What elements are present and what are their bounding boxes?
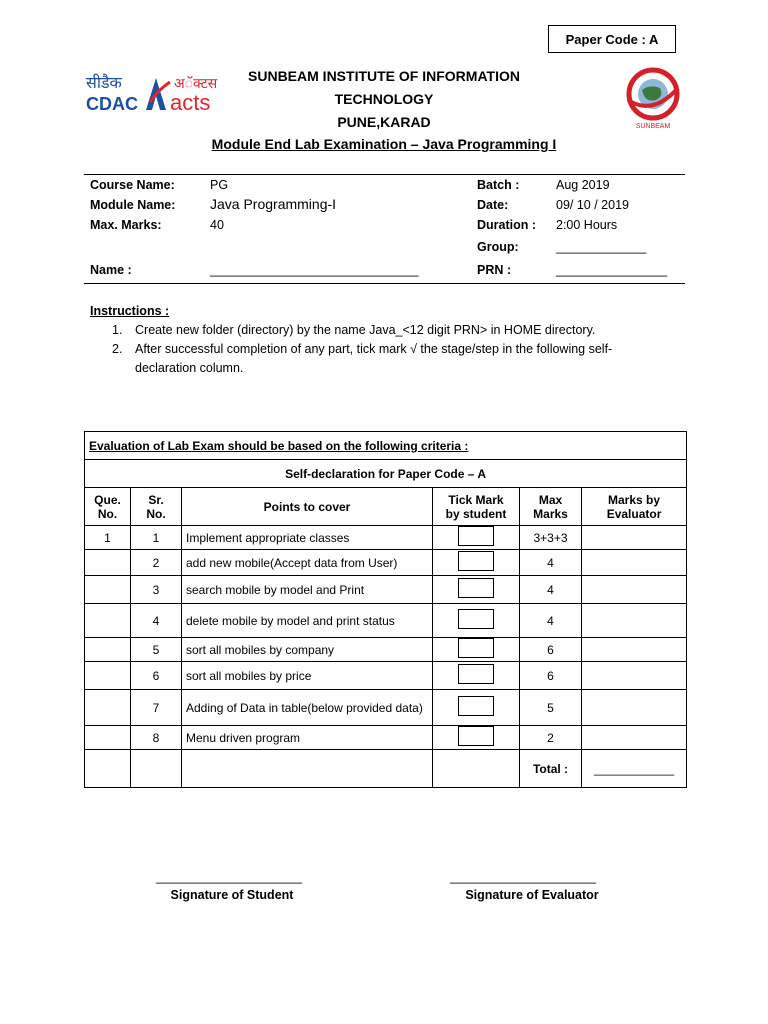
tick-checkbox[interactable]: [458, 609, 494, 629]
paper-code-box: Paper Code : A: [548, 25, 676, 53]
tick-cell: [433, 662, 520, 690]
table-row: [85, 550, 687, 576]
header-marks-evaluator: Marks by Evaluator: [582, 488, 687, 526]
que-cell: [85, 576, 131, 604]
que-cell: [85, 604, 131, 638]
tick-checkbox[interactable]: [458, 664, 494, 684]
que-cell: [85, 550, 131, 576]
table-row: [85, 576, 687, 604]
sr-cell: 1: [131, 526, 182, 550]
empty-cell: [182, 750, 433, 788]
max-marks-cell: 5: [520, 690, 582, 726]
logo-hindi-acts: अॅक्टस: [174, 76, 218, 92]
max-marks-cell: 4: [520, 604, 582, 638]
header-max-marks: Max Marks: [520, 488, 582, 526]
max-marks-label: Max. Marks:: [90, 218, 162, 232]
point-cell: add new mobile(Accept data from User): [182, 550, 433, 576]
sr-cell: 7: [131, 690, 182, 726]
self-declaration-title: Self-declaration for Paper Code – A: [85, 460, 687, 488]
student-signature-line[interactable]: _____________________: [156, 870, 302, 884]
que-cell: [85, 690, 131, 726]
evaluator-marks-cell[interactable]: [582, 690, 687, 726]
course-name-value: PG: [210, 178, 229, 192]
point-cell: sort all mobiles by company: [182, 638, 433, 662]
criteria-row: [85, 432, 687, 460]
evaluator-marks-cell[interactable]: [582, 662, 687, 690]
max-marks-cell: 6: [520, 638, 582, 662]
total-row: [85, 750, 687, 788]
max-marks-cell: 4: [520, 550, 582, 576]
date-label: Date:: [477, 198, 509, 212]
table-row: [85, 690, 687, 726]
tick-cell: [433, 576, 520, 604]
self-declaration-row: [85, 460, 687, 488]
batch-value: Aug 2019: [556, 178, 610, 192]
evaluator-marks-cell[interactable]: [582, 638, 687, 662]
point-cell: Menu driven program: [182, 726, 433, 750]
tick-checkbox[interactable]: [458, 578, 494, 598]
instruction-2-text-cont: declaration column.: [135, 361, 244, 375]
total-field[interactable]: ____________: [582, 750, 687, 788]
instruction-1-number: 1.: [112, 323, 123, 337]
institute-name-line2: TECHNOLOGY: [334, 91, 434, 107]
tick-checkbox[interactable]: [458, 638, 494, 658]
instructions-title: Instructions :: [90, 304, 170, 318]
header-que-no: Que. No.: [85, 488, 131, 526]
table-row: [85, 526, 687, 550]
tick-cell: [433, 726, 520, 750]
que-cell: [85, 726, 131, 750]
max-marks-cell: 3+3+3: [520, 526, 582, 550]
point-cell: Implement appropriate classes: [182, 526, 433, 550]
details-bottom-rule: [84, 283, 685, 284]
institute-city: PUNE,KARAD: [337, 114, 431, 130]
instruction-1-text: Create new folder (directory) by the name Java_<12 digit PRN> in HOME directory.: [135, 323, 596, 337]
que-cell: [85, 638, 131, 662]
sr-cell: 5: [131, 638, 182, 662]
logo-cdac-text: CDAC: [86, 94, 138, 114]
logo-hindi-cdac: सीडैक: [86, 73, 122, 92]
group-label: Group:: [477, 240, 519, 254]
exam-title: Module End Lab Examination – Java Programming I: [211, 136, 557, 152]
table-row: [85, 726, 687, 750]
module-name-label: Module Name:: [90, 198, 176, 212]
max-marks-cell: 6: [520, 662, 582, 690]
max-marks-cell: 4: [520, 576, 582, 604]
sr-cell: 2: [131, 550, 182, 576]
prn-label: PRN :: [477, 263, 512, 277]
course-name-label: Course Name:: [90, 178, 175, 192]
point-cell: sort all mobiles by price: [182, 662, 433, 690]
empty-cell: [131, 750, 182, 788]
evaluator-marks-cell[interactable]: [582, 550, 687, 576]
table-row: [85, 662, 687, 690]
evaluator-marks-cell[interactable]: [582, 576, 687, 604]
student-name-field[interactable]: ______________________________: [210, 263, 419, 277]
tick-cell: [433, 550, 520, 576]
empty-cell: [433, 750, 520, 788]
sr-cell: 3: [131, 576, 182, 604]
tick-checkbox[interactable]: [458, 726, 494, 746]
duration-label: Duration :: [477, 218, 537, 232]
instruction-2-text: After successful completion of any part, tick mark √ the stage/step in the following self-: [135, 342, 613, 356]
point-cell: search mobile by model and Print: [182, 576, 433, 604]
evaluator-signature-label: Signature of Evaluator: [465, 888, 599, 902]
sr-cell: 8: [131, 726, 182, 750]
sunbeam-globe-icon: [620, 66, 686, 132]
point-cell: Adding of Data in table(below provided data): [182, 690, 433, 726]
tick-checkbox[interactable]: [458, 696, 494, 716]
evaluation-table: [84, 431, 687, 788]
module-name-value: Java Programming-I: [210, 196, 337, 212]
table-header-row: [85, 488, 687, 526]
evaluator-marks-cell[interactable]: [582, 604, 687, 638]
tick-cell: [433, 638, 520, 662]
batch-label: Batch :: [477, 178, 520, 192]
empty-cell: [85, 750, 131, 788]
header-points: Points to cover: [182, 488, 433, 526]
evaluator-marks-cell[interactable]: [582, 526, 687, 550]
tick-cell: [433, 604, 520, 638]
sr-cell: 6: [131, 662, 182, 690]
max-marks-value: 40: [210, 218, 224, 232]
institute-name-line1: SUNBEAM INSTITUTE OF INFORMATION: [248, 68, 520, 84]
evaluator-signature-line[interactable]: _____________________: [450, 870, 596, 884]
header-tick-mark: Tick Mark by student: [433, 488, 520, 526]
sunbeam-logo-text: SUNBEAM: [635, 123, 671, 130]
table-row: [85, 638, 687, 662]
prn-field[interactable]: ________________: [556, 263, 668, 277]
tick-cell: [433, 690, 520, 726]
max-marks-cell: 2: [520, 726, 582, 750]
group-field[interactable]: _____________: [556, 240, 647, 254]
total-label: Total :: [520, 750, 582, 788]
sr-cell: 4: [131, 604, 182, 638]
duration-value: 2:00 Hours: [556, 218, 618, 232]
point-cell: delete mobile by model and print status: [182, 604, 433, 638]
evaluator-marks-cell[interactable]: [582, 726, 687, 750]
details-top-rule: [84, 174, 685, 175]
criteria-title: Evaluation of Lab Exam should be based on the following criteria :: [85, 432, 687, 460]
student-name-label: Name :: [90, 263, 132, 277]
que-cell: 1: [85, 526, 131, 550]
sunbeam-logo: [620, 66, 686, 132]
instruction-2-number: 2.: [112, 342, 123, 356]
student-signature-label: Signature of Student: [170, 888, 294, 902]
tick-cell: [433, 526, 520, 550]
logo-acts-text: acts: [170, 90, 211, 115]
table-row: [85, 604, 687, 638]
que-cell: [85, 662, 131, 690]
tick-checkbox[interactable]: [458, 551, 494, 571]
header-sr-no: Sr. No.: [131, 488, 182, 526]
date-value: 09/ 10 / 2019: [556, 198, 629, 212]
tick-checkbox[interactable]: [458, 526, 494, 546]
